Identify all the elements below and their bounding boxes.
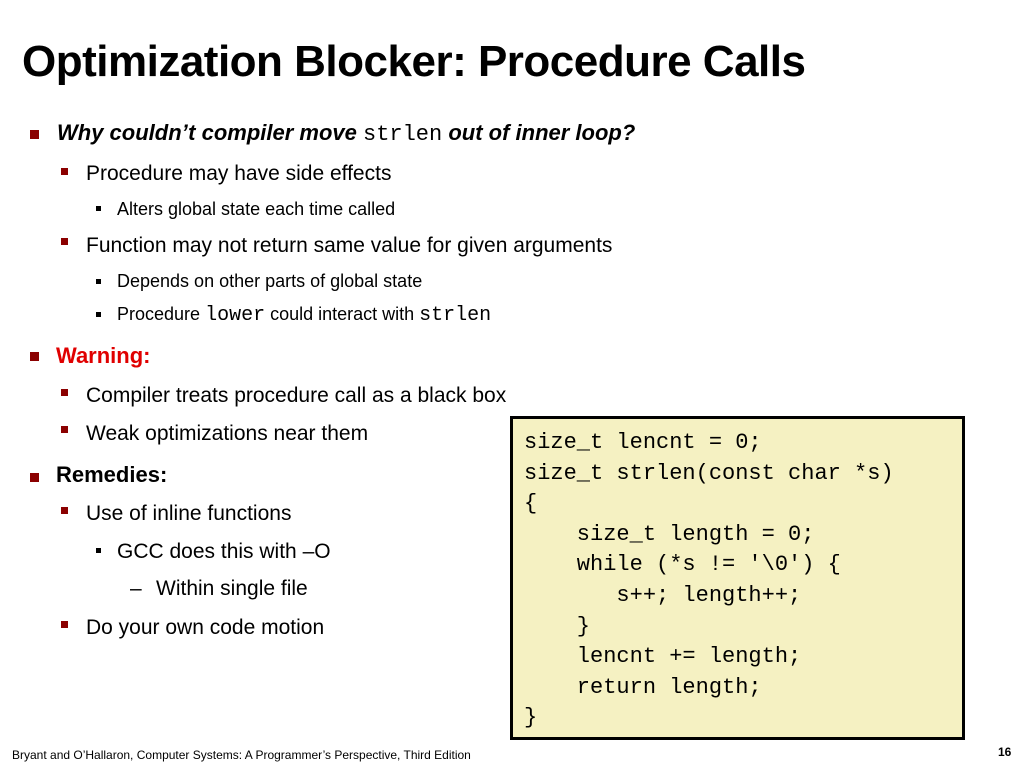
bullet-depends-global: Depends on other parts of global state bbox=[117, 271, 423, 291]
bullet-marker bbox=[61, 238, 68, 245]
question-code: strlen bbox=[363, 122, 443, 147]
page-number: 16 bbox=[998, 745, 1012, 759]
question-text-1: Why couldn’t compiler move bbox=[57, 120, 363, 145]
remedies-heading: Remedies: bbox=[56, 462, 168, 487]
interact-code-lower: lower bbox=[205, 304, 266, 327]
bullet-marker bbox=[96, 312, 101, 317]
bullet-weak-optimizations: Weak optimizations near them bbox=[86, 422, 369, 445]
bullet-marker bbox=[61, 389, 68, 396]
bullet-marker bbox=[61, 621, 68, 628]
bullet-inline-functions: Use of inline functions bbox=[86, 502, 292, 525]
bullet-marker bbox=[61, 507, 68, 514]
bullet-marker bbox=[61, 426, 68, 433]
code-listing: size_t lencnt = 0; size_t strlen(const char *s) { size_t length = 0; while (*s != '\0') { s++; length++; } lencnt += length; return length; } bbox=[524, 430, 894, 731]
bullet-marker bbox=[96, 206, 101, 211]
bullet-marker bbox=[30, 473, 39, 482]
bullet-marker bbox=[96, 548, 101, 553]
bullet-procedure-interact bbox=[117, 305, 491, 326]
bullet-black-box: Compiler treats procedure call as a black box bbox=[86, 384, 507, 407]
bullet-code-motion: Do your own code motion bbox=[86, 616, 325, 639]
footer-citation: Bryant and O’Hallaron, Computer Systems: A Programmer’s Perspective, Third Edition bbox=[12, 748, 471, 762]
bullet-not-same-value: Function may not return same value for given arguments bbox=[86, 234, 613, 257]
warning-heading: Warning: bbox=[56, 343, 151, 368]
slide-title: Optimization Blocker: Procedure Calls bbox=[22, 37, 806, 86]
dash-marker: – bbox=[130, 577, 142, 600]
bullet-side-effects: Procedure may have side effects bbox=[86, 162, 392, 185]
bullet-marker bbox=[96, 279, 101, 284]
bullet-marker bbox=[30, 352, 39, 361]
bullet-gcc: GCC does this with –O bbox=[117, 540, 331, 563]
interact-text-2: could interact with bbox=[265, 304, 420, 324]
code-box bbox=[510, 416, 965, 740]
bullet-marker bbox=[30, 130, 39, 139]
bullet-single-file: Within single file bbox=[156, 577, 308, 600]
bullet-question bbox=[57, 122, 635, 146]
interact-code-strlen: strlen bbox=[419, 304, 492, 327]
bullet-alters-global: Alters global state each time called bbox=[117, 199, 396, 219]
bullet-marker bbox=[61, 168, 68, 175]
interact-text-1: Procedure bbox=[117, 304, 206, 324]
question-text-2: out of inner loop? bbox=[442, 120, 636, 145]
